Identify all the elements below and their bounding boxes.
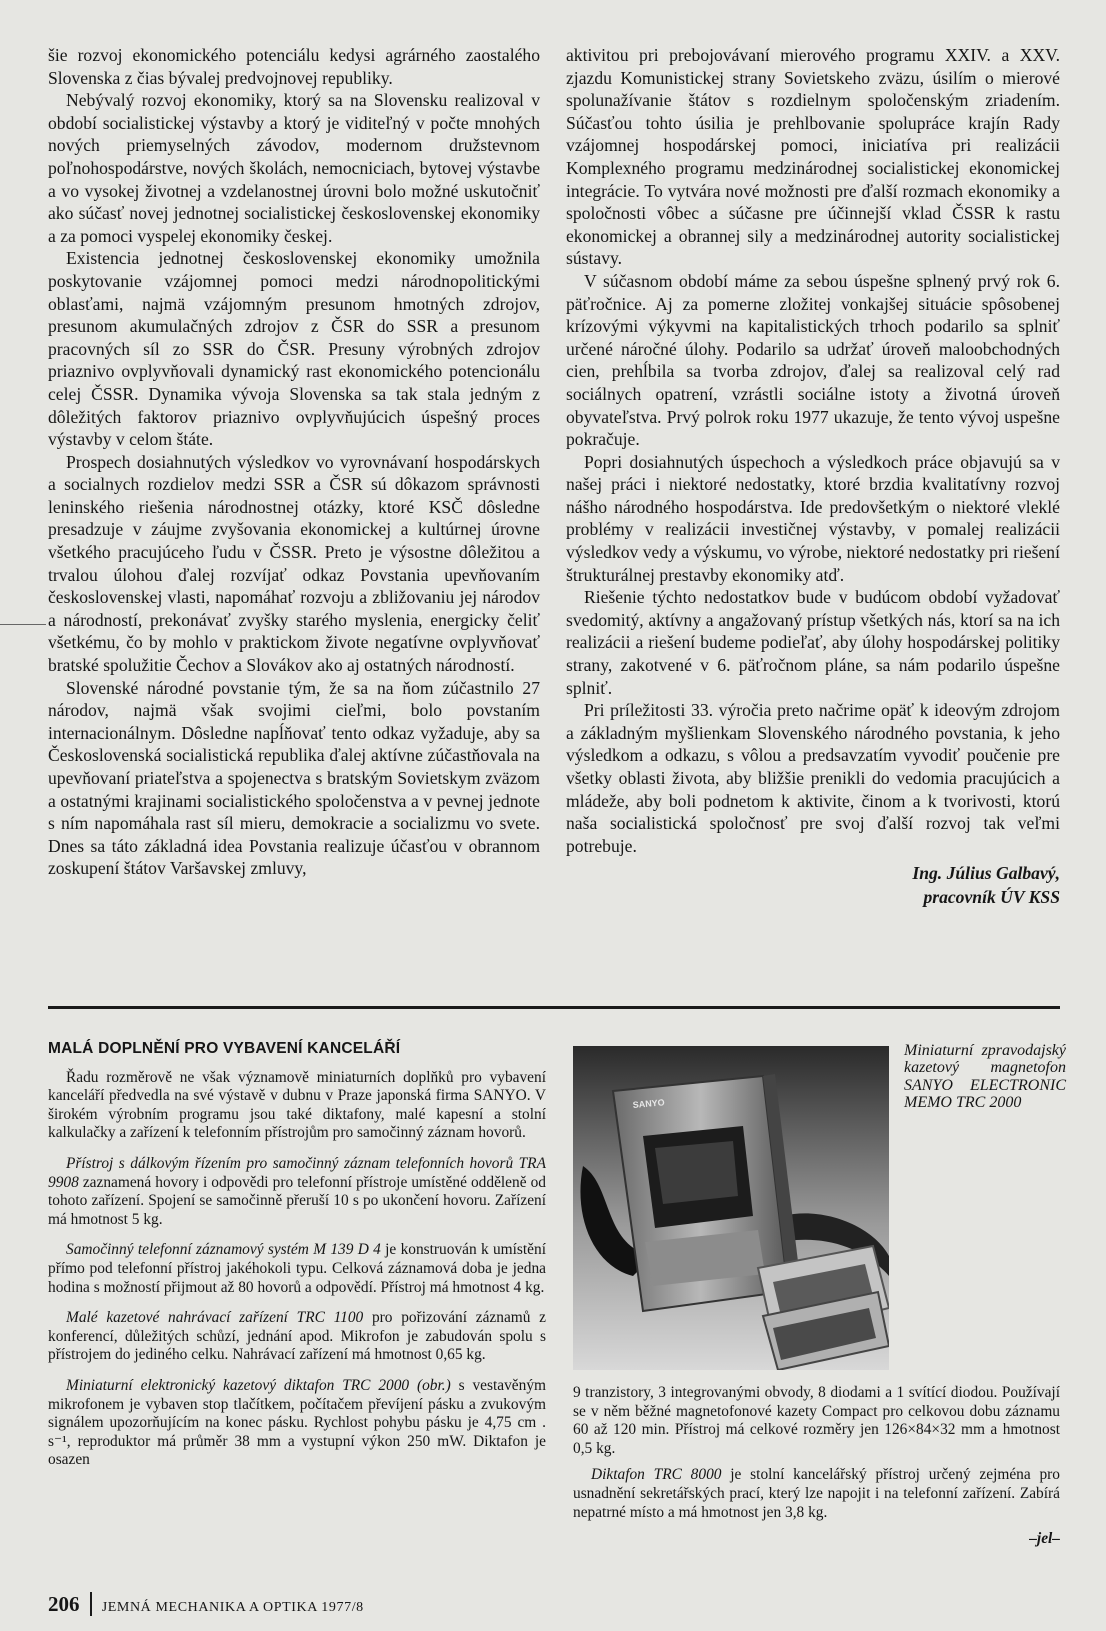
- product-description: je stolní kancelářský přístroj určený zejména pro usnadnění sekretářských prací, který lze napojit i na telefonní zařízení. Zabírá nepatrné místo a má hmotnost jen 3,8 kg.: [573, 1466, 1060, 1521]
- product-description: s vestavěným mikrofonem je vybaven stop tlačítkem, počítačem převíjení pásku a zvukovým signálem upozorňujícím na konec pásku. Rychlost pohybu pásku je 4,75 cm . s⁻¹, reproduktor má průměr 38 mm a vystupní výkon 250 mW. Diktafon je osazen: [48, 1376, 546, 1469]
- article-column-right: [566, 44, 1060, 909]
- footer-separator: [90, 1592, 92, 1616]
- paragraph: šie rozvoj ekonomického potenciálu kedysi agrárného zaostalého Slovenska z čias bývalej predvojnovej republiky.: [48, 45, 540, 88]
- section-divider: [48, 1006, 1060, 1009]
- journal-name: JEMNÁ MECHANIKA A OPTIKA 1977/8: [101, 1600, 364, 1615]
- page-footer: [48, 1592, 364, 1617]
- product-item: [48, 1309, 546, 1365]
- photo-brand-label: SANYO: [632, 1097, 666, 1110]
- product-name: Přístroj s dálkovým řízením pro samočinný záznam telefonních hovorů TRA 9908: [48, 1154, 546, 1191]
- paragraph: Prospech dosiahnutých výsledkov vo vyrovnávaní hospodárskych a socialnych rozdielov medzi SSR a ČSR sú dôkazom správnosti leninského riešenia národnostnej otázky, ktoré KSČ dôsledne presadzuje v záujme zvyšovania ekonomickej a kultúrnej úrovne všetkého pracujúceho ľudu v ČSSR. Preto je výsostne dôležitou a trvalou úlohou ďalej rozvíjať odkaz Povstania upevňovaním československej vlasti, napomáhať rozvoju a zbližovaniu jej národov a národností, prekonávať zvyšky starého myslenia, energicky čeliť všetkému, čo by mohlo v praktickom živote negatívne ovplyvňovať bratské spolužitie Čechov a Slovákov ako aj ostatných národností.: [48, 451, 540, 676]
- product-item: [48, 1377, 546, 1470]
- photo-caption: Miniaturní zpravodajský kazetový magnetofon SANYO ELECTRONIC MEMO TRC 2000: [904, 1042, 1066, 1112]
- product-name: Samočinný telefonní záznamový systém M 139 D 4: [66, 1241, 381, 1259]
- margin-mark: [0, 624, 46, 625]
- office-article-author: –jel–: [1029, 1530, 1060, 1548]
- page-number: 206: [48, 1592, 80, 1616]
- product-item: [573, 1466, 1060, 1522]
- cassette-recorder-photo: [573, 1046, 889, 1370]
- author-signature: [566, 861, 1060, 909]
- product-name: Malé kazetové nahrávací zařízení TRC 1100: [66, 1309, 364, 1327]
- continuation-text: 9 tranzistory, 3 integrovanými obvody, 8 diodami a 1 svítící diodou. Používají se v něm běžné magnetofonové kazety Compact pro celkovou dobu záznamu 60 až 120 min. Přístroj má celkové rozměry jen 126×84×32 mm a hmotnost 0,5 kg.: [573, 1384, 1060, 1457]
- product-item: [48, 1241, 546, 1297]
- article-column-left: [48, 44, 540, 880]
- product-name: Diktafon TRC 8000: [591, 1466, 722, 1484]
- paragraph: Slovenské národné povstanie tým, že sa na ňom zúčastnilo 27 národov, najmä však svojimi cieľmi, bolo povstaním internacionálnym. Dôsledne napĺňovať tento odkaz vyžaduje, aby sa Československá socialistická republika ďalej aktívne zúčastňovala na upevňovaní priateľstva a spojenectva s bratským Sovietskym zväzom a ostatnými krajinami socialistického spoločenstva a v pevnej jednote s ním napomáhala rast síl mieru, demokracie a socializmu vo svete. Dnes sa táto základná idea Povstania realizuje účasťou v obrannom zoskupení štátov Varšavskej zmluvy,: [48, 677, 540, 879]
- paragraph: Existencia jednotnej československej ekonomiky umožnila poskytovanie vzájomnej pomoci medzi národnopolitickými oblasťami, najmä vzájomným presunom hmotných zdrojov, presunom akumulačných zdrojov z ČSR do SSR a presunom pracovných síl zo SSR do ČSR. Presuny výrobných zdrojov priaznivo ovplyvňovali dynamický rast ekonomického potencionálu celej ČSSR. Dynamika vývoja Slovenska sa tak stala jedným z dôležitých faktorov priaznivo ovplyvňujúcich úspešný proces výstavby v celom štáte.: [48, 248, 540, 450]
- office-article-continuation: [573, 1384, 1060, 1549]
- office-article-title: MALÁ DOPLNĚNÍ PRO VYBAVENÍ KANCELÁŘÍ: [48, 1040, 401, 1057]
- paragraph: Riešenie týchto nedostatkov bude v budúcom období vyžadovať svedomitý, aktívny a angažovaný prístup všetkých nás, ktorí sa na ich realizácii a riešení budeme podieľať, aby úlohy hospodárskej politiky strany, zakotvené v 6. päťročnom pláne, sa nám podarilo úspešne splniť.: [566, 587, 1060, 698]
- paragraph: aktivitou pri prebojovávaní mierového programu XXIV. a XXV. zjazdu Komunistickej strany Sovietskeho zväzu, úsilím o mierové spolunažívanie štátov s rozdielnym spoločenským zriadením. Súčasťou tohto úsilia je prehlbovanie spolupráce krajín Rady vzájomnej hospodárskej pomoci, iniciatíva pri realizácii Komplexného programu medzinárodnej socialistickej ekonomickej integrácie. To vytvára nové možnosti pre ďalší rozmach ekonomiky a spoločnosti vôbec a súčasne pre účinnejší vklad ČSSR k rastu ekonomickej a obrannej sily a medzinárodnej autority socialistickej sústavy.: [566, 45, 1060, 269]
- office-intro: Řadu rozměrově ne však významově miniaturních doplňků pro vybavení kanceláří předvedla na své výstavě v dubnu v Praze japonská firma SANYO. V širokém výrobním programu jsou také diktafony, malé kapesní a stolní kalkulačky a zařízení k telefonním přístrojům pro samočinný záznam hovorů.: [48, 1068, 546, 1142]
- author-role: pracovník ÚV KSS: [923, 887, 1060, 908]
- author-name: Ing. Július Galbavý,: [912, 863, 1060, 884]
- product-name: Miniaturní elektronický kazetový diktafon TRC 2000 (obr.): [66, 1376, 451, 1394]
- product-description: pro pořizování záznamů z konferencí, důležitých schůzí, jednání apod. Mikrofon je zabudován spolu s přístrojem do jediného celku. Nahrávací zařízení má hmotnost 0,65 kg.: [48, 1309, 546, 1364]
- paragraph: V súčasnom období máme za sebou úspešne splnený prvý rok 6. päťročnice. Aj za pomerne zložitej vonkajšej situácie spôsobenej krízovými výkyvmi na kapitalistických trhoch podarilo sa splniť určené náročné úlohy. Podarilo sa udržať úroveň maloobchodných cien, prehĺbila sa tvorba zdrojov, ďalej sa realizoval celý rad sociálnych opatrení, vzrástli sociálne istoty a životná úroveň obyvateľstva. Prvý polrok roku 1977 ukazuje, že tento vývoj uspešne pokračuje.: [566, 270, 1060, 450]
- paragraph: Pri príležitosti 33. výročia preto načrime opäť k ideovým zdrojom a základným myšlienkam Slovenského národného povstania, k jeho výsledkom a odkazu, s vôlou a predsavzatím vyvodiť poučenie pre všetky oblasti života, aby bližšie prenikli do vedomia pracujúcich a mládeže, aby boli podnetom k aktivite, činom a k tvorivosti, ktorú naša socialistická spoločnosť pre svoj ďalší rozvoj tak veľmi potrebuje.: [566, 700, 1060, 856]
- office-article-column: [48, 1040, 546, 1482]
- product-description: zaznamená hovory i odpovědi pro telefonní přístroje umístěné odděleně od tohoto zařízení. Spojení se samočinně přeruší 10 s po ukončení hovoru. Zařízení má hmotnost 5 kg.: [48, 1173, 546, 1228]
- product-item: [48, 1155, 546, 1229]
- paragraph: Nebývalý rozvoj ekonomiky, ktorý sa na Slovensku realizoval v období socialistickej výstavby a ktorý je viditeľný v počte mnohých nových priemyselných závodov, modernom družstevnom poľnohospodárstve, nových školách, nemocniciach, bytovej výstavbe a vo vysokej životnej a vzdelanostnej úrovni bolo možné uskutočniť ako súčasť novej jednotnej socialistickej československej ekonomiky a za pomoci vyspelej ekonomiky českej.: [48, 90, 540, 246]
- product-description: je konstruován k umístění přímo pod telefonní přístroj jakéhokoli typu. Celková záznamová doba je jedna hodina s možností přijmout až 80 hovorů a odpovědí. Přístroj má hmotnost 4 kg.: [48, 1241, 546, 1296]
- paragraph: Popri dosiahnutých úspechoch a výsledkoch práce objavujú sa v našej práci i niektoré nedostatky, ktoré brzdia kvalitatívny rozvoj nášho národného hospodárstva. Ide predovšetkým o niektoré vleklé problémy v realizácii investičnej výstavby, v pomalej realizácii výsledkov vedy a výskumu, vo výrobe, niektoré nedostatky pri riešení štrukturálnej prestavby ekonomiky atď.: [566, 451, 1060, 585]
